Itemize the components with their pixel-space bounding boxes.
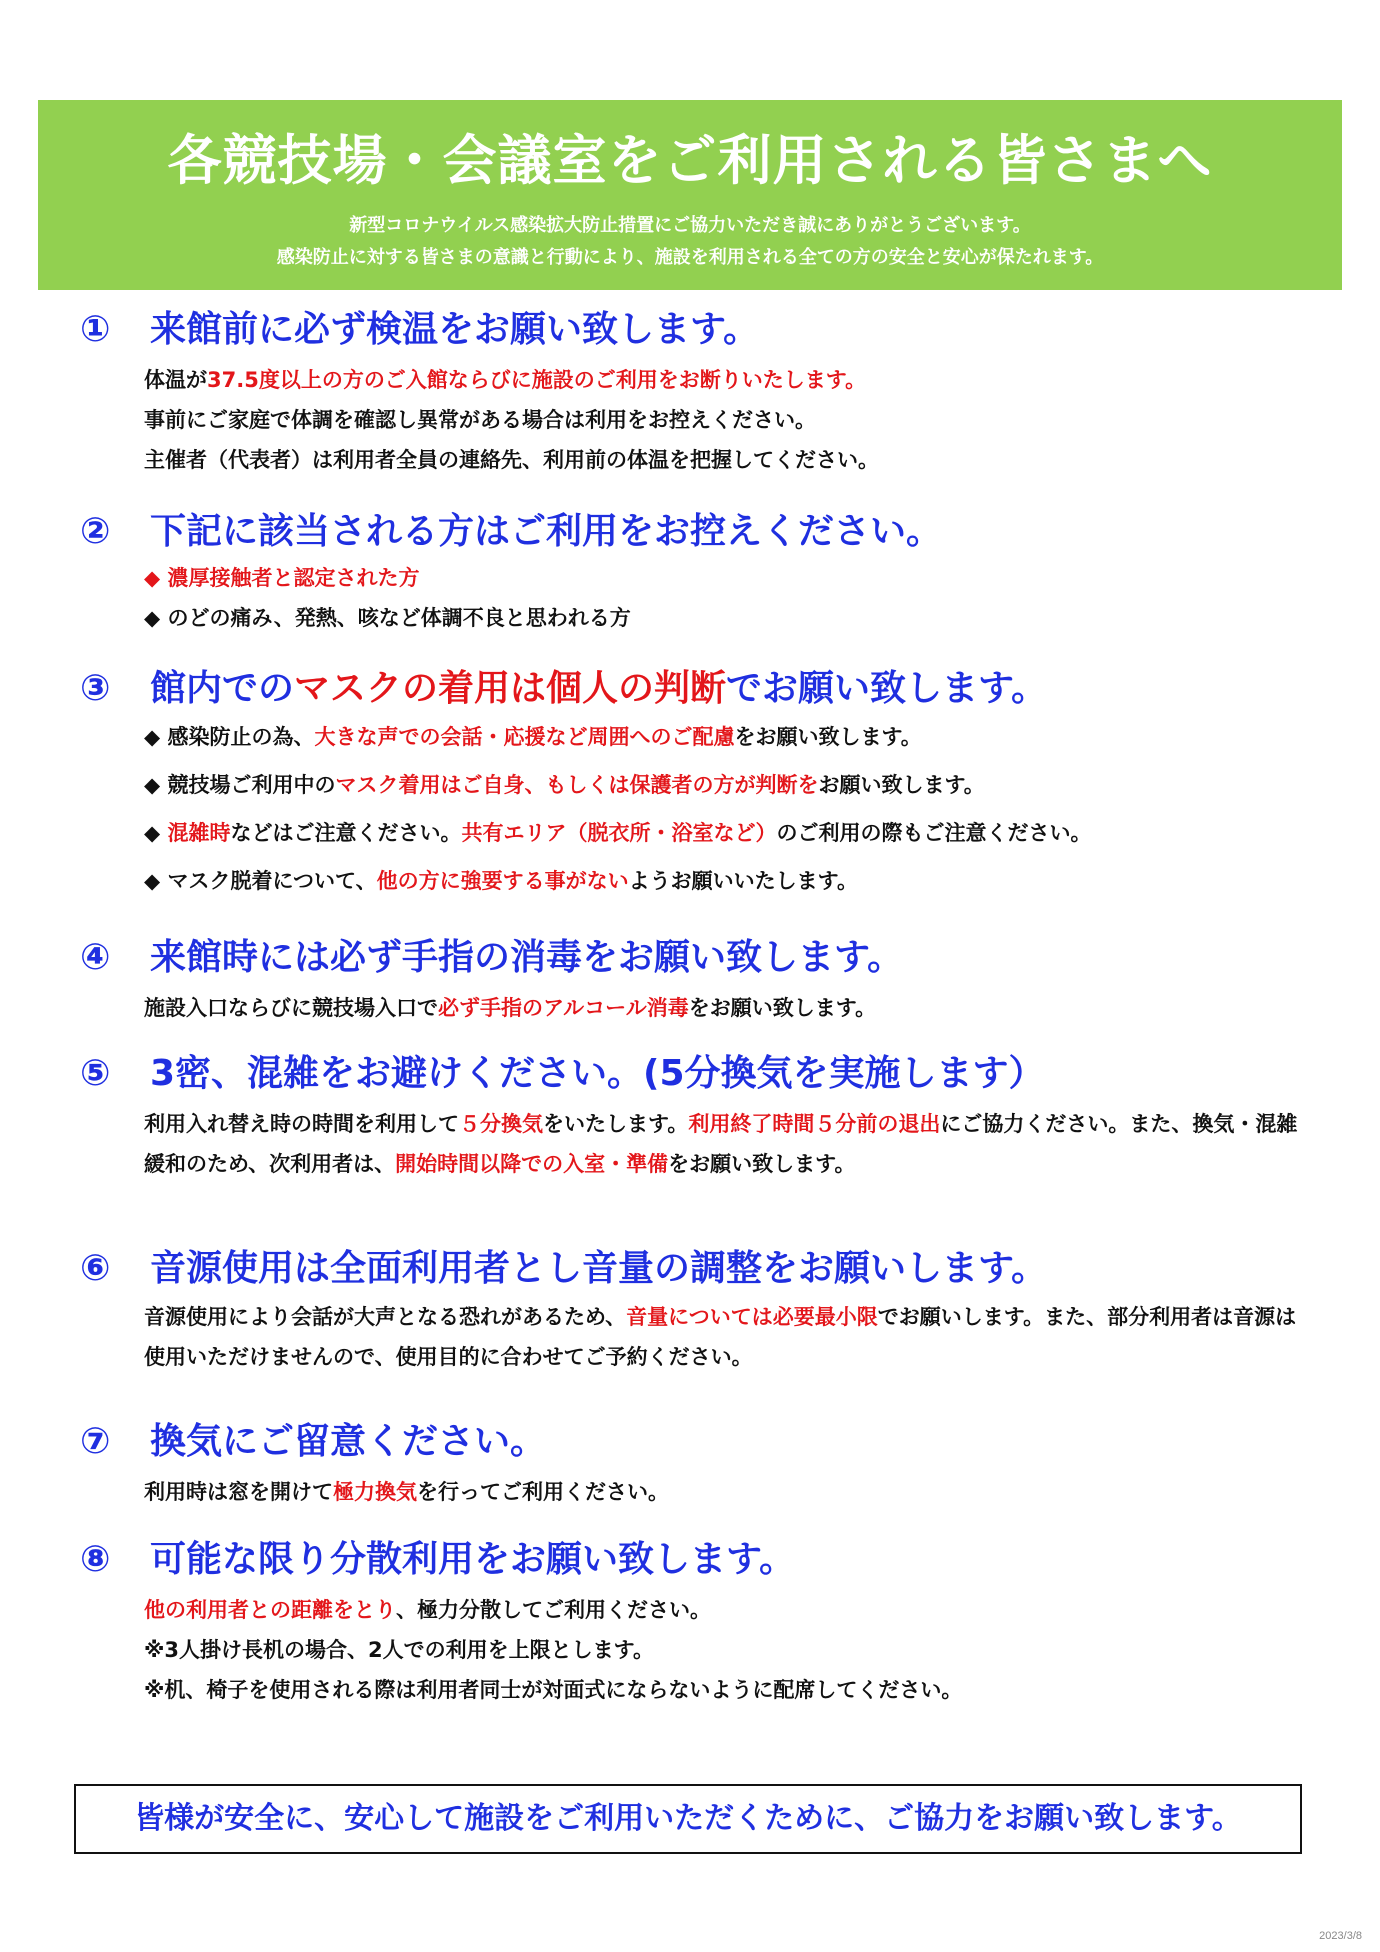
footer-message: 皆様が安全に、安心して施設をご利用いただくために、ご協力をお願い致します。 (74, 1784, 1302, 1854)
highlight-text: 37.5度以上の方のご入館ならびに施設のご利用をお断りいたします。 (207, 368, 867, 392)
highlight-text: 混雑時 (167, 821, 231, 845)
section-number: ⑥ (80, 1248, 111, 1289)
section-3-line-4 (144, 857, 1320, 905)
section-number: ⑦ (80, 1421, 111, 1462)
section-2-line-1: ◆ 濃厚接触者と認定された方 (144, 566, 420, 590)
section-6-heading (80, 1245, 1320, 1293)
text: を行ってご利用ください。 (417, 1480, 669, 1504)
section-number: ② (80, 511, 111, 552)
section-3-line-3 (144, 809, 1320, 857)
section-4-heading (80, 934, 1320, 982)
section-title: 来館時には必ず手指の消毒をお願い致します。 (150, 937, 904, 978)
text: 、極力分散してご利用ください。 (396, 1598, 711, 1622)
section-title: 来館前に必ず検温をお願い致します。 (150, 309, 760, 350)
text: 施設入口ならびに競技場入口で (144, 996, 438, 1020)
highlight-text: 開始時間以降での入室・準備 (395, 1152, 669, 1176)
section-2 (80, 508, 1320, 638)
section-title: 3密、混雑をお避けください。(5分換気を実施します） (150, 1053, 1045, 1094)
text: 音源使用により会話が大声となる恐れがあるため、 (144, 1305, 627, 1329)
section-title-highlight: マスクの着用は個人の判断 (294, 668, 727, 709)
section-title: 可能な限り分散利用をお願い致します。 (150, 1539, 796, 1580)
banner-subtitle-2: 感染防止に対する皆さまの意識と行動により、施設を利用される全ての方の安全と安心が保たれます。 (276, 247, 1104, 268)
section-7-line-1 (144, 1472, 1320, 1512)
diamond-icon: ◆ (144, 725, 161, 749)
diamond-icon: ◆ (144, 773, 161, 797)
section-8-heading (80, 1536, 1320, 1584)
text: お願い致します。 (818, 773, 985, 797)
text: でお願いします。また、部分利用者は音源は使用いただけませんので、使用目的に合わせてご予約ください。 (144, 1305, 1297, 1369)
section-5-paragraph (144, 1104, 1304, 1184)
section-3-line-2 (144, 761, 1320, 809)
text: ようお願いいたします。 (628, 869, 858, 893)
section-6-paragraph (144, 1297, 1304, 1377)
text: マスク脱着について、 (160, 869, 377, 893)
diamond-icon: ◆ (144, 821, 161, 845)
highlight-text: マスク着用はご自身、もしくは保護者の方が判断を (335, 773, 819, 797)
section-5 (80, 1050, 1320, 1184)
text: 感染防止の為、 (160, 725, 315, 749)
section-title: 換気にご留意ください。 (150, 1421, 547, 1462)
text: 競技場ご利用中の (160, 773, 336, 797)
banner-subtitle-1: 新型コロナウイルス感染拡大防止措置にご協力いただき誠にありがとうございます。 (349, 215, 1031, 236)
section-1-heading (80, 306, 1320, 354)
section-7-heading (80, 1418, 1320, 1466)
highlight-text: 音量については必要最小限 (626, 1305, 878, 1329)
section-4-line-1 (144, 988, 1320, 1028)
section-7 (80, 1418, 1320, 1512)
section-8 (80, 1536, 1320, 1710)
text: にご協力ください。また、換気・混雑緩和のため、次利用者は、 (144, 1112, 1298, 1176)
section-2-line-2: ◆ のどの痛み、発熱、咳など体調不良と思われる方 (144, 606, 631, 630)
text: 利用入れ替え時の時間を利用して (144, 1112, 459, 1136)
section-3-heading (80, 665, 1320, 713)
section-number: ① (80, 309, 111, 350)
highlight-text: ５分換気 (459, 1112, 543, 1136)
text: をお願い致します。 (734, 725, 922, 749)
text: 体温が (144, 368, 207, 392)
section-number: ③ (80, 668, 111, 709)
text: 利用時は窓を開けて (144, 1480, 333, 1504)
text: をお願い致します。 (688, 996, 877, 1020)
diamond-icon: ◆ (144, 869, 161, 893)
text: をお願い致します。 (668, 1152, 856, 1176)
text: などはご注意ください。 (230, 821, 462, 845)
section-title-part: でお願い致します。 (726, 668, 1048, 709)
text: のご利用の際もご注意ください。 (776, 821, 1092, 845)
highlight-text: 極力換気 (333, 1480, 417, 1504)
highlight-text: 共有エリア（脱衣所・浴室など） (461, 821, 777, 845)
section-8-line-1 (144, 1590, 1320, 1630)
section-1 (80, 306, 1320, 480)
section-6 (80, 1245, 1320, 1377)
section-5-heading (80, 1050, 1320, 1098)
section-title: 音源使用は全面利用者とし音量の調整をお願いします。 (150, 1248, 1048, 1289)
highlight-text: 他の利用者との距離をとり (144, 1598, 396, 1622)
page-title: 各競技場・会議室をご利用される皆さまへ (167, 129, 1213, 192)
section-8-line-2: ※3人掛け長机の場合、2人での利用を上限とします。 (144, 1638, 654, 1662)
highlight-text: 利用終了時間５分前の退出 (688, 1112, 941, 1136)
section-1-line-2: 事前にご家庭で体調を確認し異常がある場合は利用をお控えください。 (144, 408, 816, 432)
highlight-text: 大きな声での会話・応援など周囲へのご配慮 (314, 725, 735, 749)
highlight-text: 他の方に強要する事がない (376, 869, 629, 893)
section-4 (80, 934, 1320, 1028)
section-title: 下記に該当される方はご利用をお控えください。 (150, 511, 943, 552)
section-3 (80, 665, 1320, 905)
section-number: ④ (80, 937, 111, 978)
highlight-text: 必ず手指のアルコール消毒 (438, 996, 689, 1020)
section-3-line-1 (144, 713, 1320, 761)
section-number: ⑤ (80, 1053, 111, 1094)
section-number: ⑧ (80, 1539, 111, 1580)
header-banner (38, 100, 1342, 290)
section-8-line-3: ※机、椅子を使用される際は利用者同士が対面式にならないように配席してください。 (144, 1678, 963, 1702)
section-1-line-1 (144, 360, 1320, 400)
section-title-part: 館内での (150, 668, 295, 709)
section-2-heading (80, 508, 1320, 556)
section-1-line-3: 主催者（代表者）は利用者全員の連絡先、利用前の体温を把握してください。 (144, 448, 879, 472)
text: をいたします。 (543, 1112, 689, 1136)
document-date: 2023/3/8 (1319, 1930, 1362, 1942)
